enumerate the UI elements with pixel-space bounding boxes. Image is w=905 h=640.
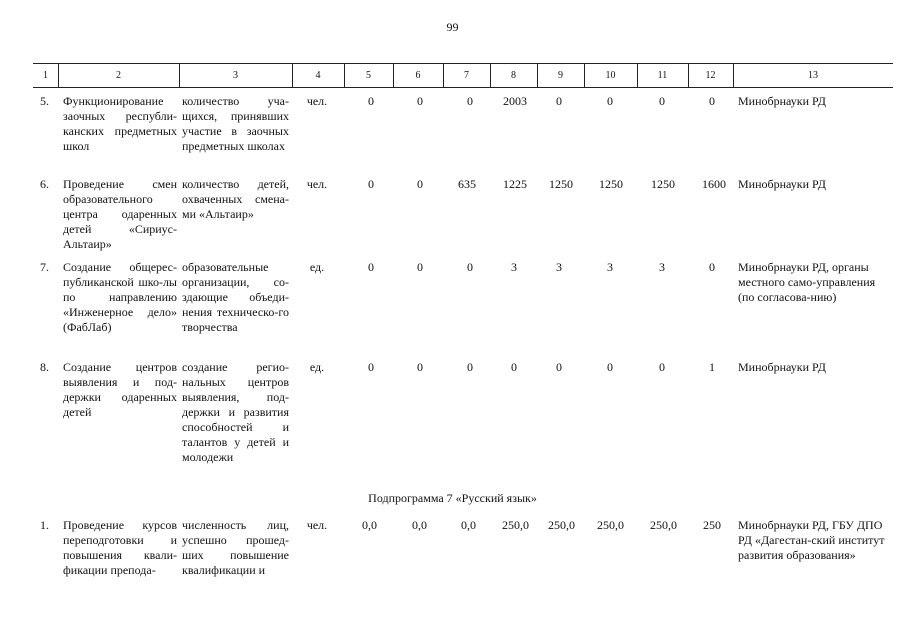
- indicator-name: создание регио-нальных центров выявления, под-держки и развития способностей и талантов у детей и молодежи: [182, 360, 289, 464]
- measure-name: Создание центров выявления и под-держки одаренных детей: [63, 360, 177, 419]
- value-col-11: 0: [659, 94, 665, 108]
- value-col-10: 1250: [599, 177, 623, 191]
- header-col-11: 11: [657, 70, 668, 81]
- executor: Минобрнауки РД: [738, 360, 826, 374]
- unit: чел.: [306, 177, 328, 191]
- executor: Минобрнауки РД: [738, 177, 826, 191]
- header-col-2: 2: [116, 70, 121, 81]
- unit: чел.: [306, 94, 328, 108]
- measure-name: Функционирование заочных республи-канских предметных школ: [63, 94, 177, 153]
- value-col-7: 635: [458, 177, 476, 191]
- header-col-3: 3: [233, 70, 238, 81]
- subprogram-title: Подпрограмма 7 «Русский язык»: [368, 491, 537, 505]
- header-top-border: [33, 63, 893, 64]
- value-col-5: 0: [368, 177, 374, 191]
- value-col-10: 0: [607, 360, 613, 374]
- value-col-10: 3: [607, 260, 613, 274]
- header-col-9: 9: [558, 70, 563, 81]
- value-col-11: 250,0: [650, 518, 677, 532]
- measure-name: Создание общерес-публиканской шко-лы по направлению «Инженерное дело» (ФабЛаб): [63, 260, 177, 334]
- value-col-9: 0: [556, 94, 562, 108]
- value-col-6: 0: [417, 260, 423, 274]
- value-col-9: 250,0: [548, 518, 575, 532]
- row-number: 8.: [40, 360, 49, 374]
- value-col-8: 1225: [503, 177, 527, 191]
- executor: Минобрнауки РД: [738, 94, 826, 108]
- page-number: 99: [446, 20, 459, 34]
- measure-name: Проведение курсов переподготовки и повышения квали-фикации препода-: [63, 518, 177, 577]
- header-col-6: 6: [415, 70, 421, 81]
- header-col-1: 1: [43, 70, 48, 81]
- indicator-name: количество уча-щихся, принявших участие в заочных предметных школах: [182, 94, 289, 153]
- header-bottom-border: [33, 87, 893, 88]
- value-col-9: 1250: [549, 177, 573, 191]
- value-col-11: 3: [659, 260, 665, 274]
- value-col-11: 0: [659, 360, 665, 374]
- value-col-12: 250: [703, 518, 721, 532]
- value-col-12: 0: [709, 260, 715, 274]
- value-col-5: 0: [368, 360, 374, 374]
- header-col-7: 7: [464, 70, 469, 81]
- header-col-5: 5: [366, 70, 371, 81]
- value-col-6: 0: [417, 177, 423, 191]
- value-col-10: 0: [607, 94, 613, 108]
- value-col-7: 0: [467, 94, 473, 108]
- header-col-8: 8: [511, 70, 516, 81]
- value-col-9: 0: [556, 360, 562, 374]
- indicator-name: образовательные организации, со-здающие объеди-нения техническо-го творчества: [182, 260, 289, 334]
- value-col-8: 2003: [503, 94, 527, 108]
- value-col-7: 0: [467, 260, 473, 274]
- value-col-7: 0,0: [461, 518, 476, 532]
- value-col-12: 1600: [702, 177, 726, 191]
- value-col-5: 0: [368, 94, 374, 108]
- row-number: 6.: [40, 177, 49, 191]
- unit: ед.: [309, 360, 325, 374]
- value-col-7: 0: [467, 360, 473, 374]
- value-col-12: 0: [709, 94, 715, 108]
- value-col-10: 250,0: [597, 518, 624, 532]
- value-col-8: 0: [511, 360, 517, 374]
- value-col-5: 0,0: [362, 518, 377, 532]
- header-col-4: 4: [315, 70, 321, 81]
- value-col-12: 1: [709, 360, 715, 374]
- header-col-12: 12: [705, 70, 716, 81]
- value-col-6: 0: [417, 360, 423, 374]
- value-col-6: 0,0: [412, 518, 427, 532]
- value-col-9: 3: [556, 260, 562, 274]
- measure-name: Проведение смен образовательного центра одаренных детей «Сириус-Альтаир»: [63, 177, 177, 251]
- row-number: 7.: [40, 260, 49, 274]
- value-col-8: 250,0: [502, 518, 529, 532]
- row-number: 1.: [40, 518, 49, 532]
- header-col-10: 10: [605, 70, 616, 81]
- unit: ед.: [309, 260, 325, 274]
- executor: Минобрнауки РД, органы местного само-управления (по согласова-нию): [738, 260, 876, 304]
- indicator-name: количество детей, охваченных смена-ми «Альтаир»: [182, 177, 289, 221]
- row-number: 5.: [40, 94, 49, 108]
- value-col-8: 3: [511, 260, 517, 274]
- executor: Минобрнауки РД, ГБУ ДПО РД «Дагестан-ский институт развития образования»: [738, 518, 885, 562]
- value-col-11: 1250: [651, 177, 675, 191]
- indicator-name: численность лиц, успешно прошед-ших повышение квалификации и: [182, 518, 289, 577]
- unit: чел.: [306, 518, 328, 532]
- header-col-13: 13: [808, 70, 818, 81]
- value-col-6: 0: [417, 94, 423, 108]
- value-col-5: 0: [368, 260, 374, 274]
